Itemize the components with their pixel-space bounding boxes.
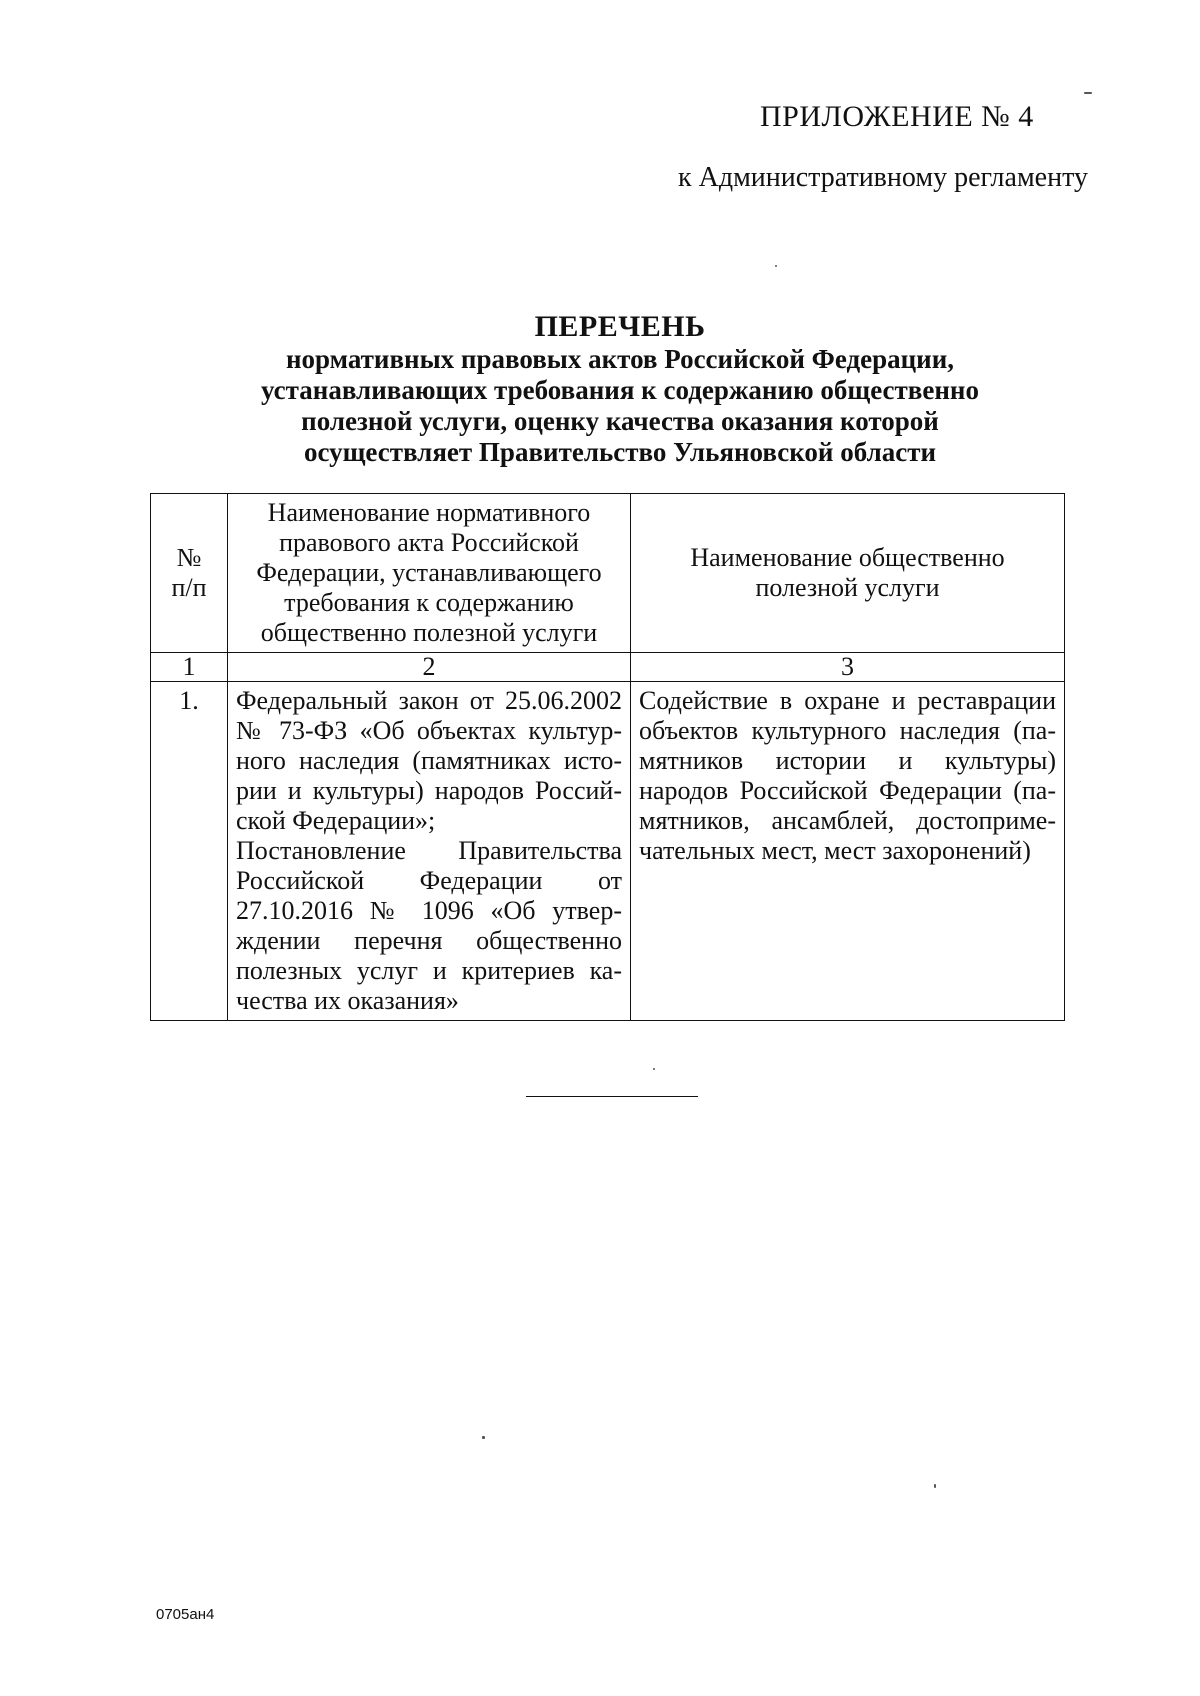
act-name-line: Российской Федерации от (236, 866, 622, 895)
header-act-line: Федерации, устанавливающего (256, 558, 602, 587)
act-name-line: ской Федерации»; (236, 806, 436, 835)
act-name-line: рии и культуры) народов Россий- (236, 776, 622, 805)
document-code: 0705ан4 (156, 1606, 215, 1623)
service-name-cell (631, 682, 1065, 1021)
service-name-line: мятников, ансамблей, достоприме- (639, 806, 1056, 835)
scan-speck (653, 1068, 655, 1070)
scan-speck (482, 1436, 485, 1439)
scan-speck (775, 265, 777, 267)
act-name-line: чества их оказания» (236, 986, 459, 1015)
acts-table (150, 493, 1065, 1021)
scan-speck (1084, 92, 1092, 94)
act-name-line: № 73-ФЗ «Об объектах культур- (236, 716, 622, 745)
header-act-line: Наименование нормативного (267, 498, 591, 527)
appendix-subtitle: к Административному регламенту (678, 162, 1088, 193)
header-act-line: общественно полезной услуги (260, 618, 598, 647)
header-service-line: полезной услуги (755, 573, 940, 602)
service-name-line: объектов культурного наследия (па- (639, 716, 1056, 745)
column-number: 1 (151, 653, 228, 682)
heading-line: полезной услуги, оценку качества оказания которой (301, 406, 939, 436)
header-act-line: требования к содержанию (284, 588, 574, 617)
header-act-name (228, 494, 631, 653)
service-name-line: чательных мест, мест захоронений) (639, 836, 1031, 865)
act-name-line: Постановление Правительства (236, 836, 622, 865)
column-number: 3 (631, 653, 1065, 682)
header-service-name (631, 494, 1065, 653)
act-name-line: Федеральный закон от 25.06.2002 (236, 686, 622, 715)
header-service-line: Наименование общественно (690, 543, 1005, 572)
header-number-line: п/п (171, 573, 207, 602)
act-name-line: ждении перечня общественно (236, 926, 622, 955)
service-name-line: мятников истории и культуры) (639, 746, 1056, 775)
heading-line: устанавливающих требования к содержанию общественно (261, 375, 979, 405)
service-name-line: народов Российской Федерации (па- (639, 776, 1056, 805)
column-number: 2 (228, 653, 631, 682)
table-row (151, 682, 1065, 1021)
closing-rule (526, 1096, 698, 1097)
table-header-row (151, 494, 1065, 653)
header-number (151, 494, 228, 653)
row-index: 1. (151, 682, 228, 1021)
header-act-line: правового акта Российской (279, 528, 579, 557)
act-name-cell (228, 682, 631, 1021)
heading-line: нормативных правовых актов Российской Федерации, (285, 344, 955, 374)
heading-line: осуществляет Правительство Ульяновской области (303, 437, 937, 467)
act-name-line: ного наследия (памятниках исто- (236, 746, 622, 775)
header-number-line: № (176, 543, 202, 572)
column-number-row (151, 653, 1065, 682)
appendix-title: ПРИЛОЖЕНИЕ № 4 (760, 100, 1034, 133)
act-name-line: полезных услуг и критериев ка- (236, 956, 622, 985)
act-name-line: 27.10.2016 № 1096 «Об утвер- (236, 896, 622, 925)
service-name-line: Содействие в охране и реставрации (639, 686, 1056, 715)
heading-main: ПЕРЕЧЕНЬ (534, 310, 706, 343)
scan-speck (934, 1484, 936, 1488)
document-heading (160, 310, 1080, 468)
